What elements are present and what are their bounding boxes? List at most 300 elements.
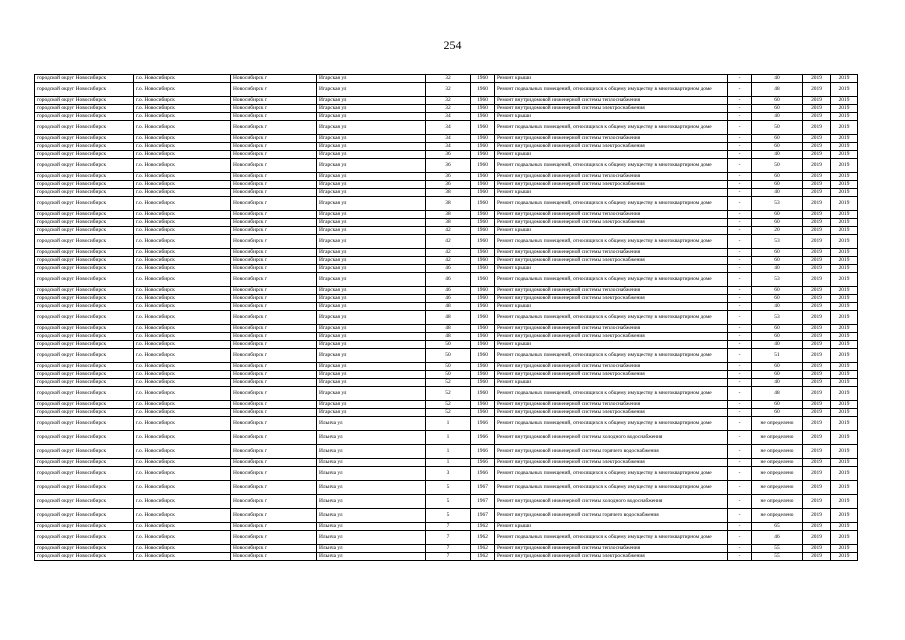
- year-built-cell: 1967: [471, 481, 495, 495]
- city-cell: Новосибирск г: [231, 303, 317, 311]
- year-built-cell: 1960: [471, 83, 495, 97]
- dash-cell: -: [728, 509, 752, 523]
- dash-cell: -: [728, 295, 752, 303]
- work-type-cell: Ремонт подвальных помещений, относящихся к общему имуществу в многоквартирном доме: [495, 159, 728, 173]
- municipality-cell: городской округ Новосибирск: [35, 105, 134, 113]
- city-cell: Новосибирск г: [231, 181, 317, 189]
- municipality-cell: городской округ Новосибирск: [35, 113, 134, 121]
- district-cell: г.о. Новосибирск: [134, 173, 231, 181]
- table-row: [35, 467, 858, 481]
- plan-year-cell: 2019: [803, 553, 831, 561]
- table-row: [35, 159, 858, 173]
- city-cell: Новосибирск г: [231, 401, 317, 409]
- city-cell: Новосибирск г: [231, 553, 317, 561]
- done-year-cell: 2019: [831, 159, 858, 173]
- done-year-cell: 2019: [831, 387, 858, 401]
- done-year-cell: 2019: [831, 401, 858, 409]
- dash-cell: -: [728, 211, 752, 219]
- wear-percent-cell: 40: [752, 151, 803, 159]
- work-type-cell: Ремонт внутридомовой инженерной системы электроснабжения: [495, 553, 728, 561]
- year-built-cell: 1960: [471, 333, 495, 341]
- dash-cell: -: [728, 553, 752, 561]
- done-year-cell: 2019: [831, 151, 858, 159]
- plan-year-cell: 2019: [803, 371, 831, 379]
- district-cell: г.о. Новосибирск: [134, 409, 231, 417]
- dash-cell: -: [728, 467, 752, 481]
- table-row: [35, 481, 858, 495]
- municipality-cell: городской округ Новосибирск: [35, 401, 134, 409]
- district-cell: г.о. Новосибирск: [134, 531, 231, 545]
- house-number-cell: 1: [426, 431, 471, 445]
- work-type-cell: Ремонт крыши: [495, 113, 728, 121]
- house-number-cell: 42: [426, 249, 471, 257]
- house-number-cell: 46: [426, 295, 471, 303]
- municipality-cell: городской округ Новосибирск: [35, 303, 134, 311]
- district-cell: г.о. Новосибирск: [134, 295, 231, 303]
- street-cell: Ильича ул: [317, 495, 426, 509]
- district-cell: г.о. Новосибирск: [134, 135, 231, 143]
- house-number-cell: 48: [426, 311, 471, 325]
- done-year-cell: 2019: [831, 459, 858, 467]
- wear-percent-cell: 53: [752, 311, 803, 325]
- table-row: [35, 341, 858, 349]
- district-cell: г.о. Новосибирск: [134, 303, 231, 311]
- district-cell: г.о. Новосибирск: [134, 83, 231, 97]
- done-year-cell: 2019: [831, 211, 858, 219]
- house-number-cell: 52: [426, 409, 471, 417]
- wear-percent-cell: 60: [752, 97, 803, 105]
- plan-year-cell: 2019: [803, 143, 831, 151]
- wear-percent-cell: не определено: [752, 481, 803, 495]
- done-year-cell: 2019: [831, 105, 858, 113]
- house-number-cell: 1: [426, 417, 471, 431]
- street-cell: Игарская ул: [317, 197, 426, 211]
- done-year-cell: 2019: [831, 409, 858, 417]
- table-row: [35, 311, 858, 325]
- table-row: [35, 459, 858, 467]
- done-year-cell: 2019: [831, 273, 858, 287]
- table-row: [35, 401, 858, 409]
- municipality-cell: городской округ Новосибирск: [35, 445, 134, 459]
- street-cell: Игарская ул: [317, 311, 426, 325]
- wear-percent-cell: 46: [752, 531, 803, 545]
- done-year-cell: 2019: [831, 295, 858, 303]
- wear-percent-cell: 55: [752, 553, 803, 561]
- dash-cell: -: [728, 227, 752, 235]
- done-year-cell: 2019: [831, 249, 858, 257]
- year-built-cell: 1960: [471, 227, 495, 235]
- table-row: [35, 349, 858, 363]
- year-built-cell: 1966: [471, 417, 495, 431]
- work-type-cell: Ремонт внутридомовой инженерной системы теплоснабжения: [495, 173, 728, 181]
- plan-year-cell: 2019: [803, 219, 831, 227]
- done-year-cell: 2019: [831, 417, 858, 431]
- city-cell: Новосибирск г: [231, 287, 317, 295]
- street-cell: Игарская ул: [317, 83, 426, 97]
- wear-percent-cell: 40: [752, 75, 803, 83]
- house-number-cell: 42: [426, 235, 471, 249]
- work-type-cell: Ремонт внутридомовой инженерной системы теплоснабжения: [495, 249, 728, 257]
- year-built-cell: 1960: [471, 181, 495, 189]
- district-cell: г.о. Новосибирск: [134, 181, 231, 189]
- municipality-cell: городской округ Новосибирск: [35, 181, 134, 189]
- table-row: [35, 333, 858, 341]
- table-row: [35, 257, 858, 265]
- street-cell: Игарская ул: [317, 97, 426, 105]
- done-year-cell: 2019: [831, 143, 858, 151]
- year-built-cell: 1960: [471, 151, 495, 159]
- city-cell: Новосибирск г: [231, 409, 317, 417]
- wear-percent-cell: 65: [752, 523, 803, 531]
- street-cell: Игарская ул: [317, 235, 426, 249]
- plan-year-cell: 2019: [803, 265, 831, 273]
- table-row: [35, 409, 858, 417]
- district-cell: г.о. Новосибирск: [134, 495, 231, 509]
- year-built-cell: 1960: [471, 401, 495, 409]
- municipality-cell: городской округ Новосибирск: [35, 459, 134, 467]
- table-row: [35, 249, 858, 257]
- street-cell: Игарская ул: [317, 211, 426, 219]
- plan-year-cell: 2019: [803, 409, 831, 417]
- work-type-cell: Ремонт внутридомовой инженерной системы холодного водоснабжения: [495, 431, 728, 445]
- district-cell: г.о. Новосибирск: [134, 219, 231, 227]
- district-cell: г.о. Новосибирск: [134, 235, 231, 249]
- municipality-cell: городской округ Новосибирск: [35, 287, 134, 295]
- wear-percent-cell: не определено: [752, 467, 803, 481]
- municipality-cell: городской округ Новосибирск: [35, 431, 134, 445]
- table-row: [35, 211, 858, 219]
- done-year-cell: 2019: [831, 545, 858, 553]
- plan-year-cell: 2019: [803, 235, 831, 249]
- district-cell: г.о. Новосибирск: [134, 97, 231, 105]
- plan-year-cell: 2019: [803, 105, 831, 113]
- table-row: [35, 531, 858, 545]
- plan-year-cell: 2019: [803, 121, 831, 135]
- plan-year-cell: 2019: [803, 287, 831, 295]
- house-number-cell: 50: [426, 371, 471, 379]
- table-row: [35, 303, 858, 311]
- city-cell: Новосибирск г: [231, 459, 317, 467]
- house-number-cell: 1: [426, 445, 471, 459]
- done-year-cell: 2019: [831, 553, 858, 561]
- done-year-cell: 2019: [831, 509, 858, 523]
- street-cell: Игарская ул: [317, 249, 426, 257]
- wear-percent-cell: 50: [752, 159, 803, 173]
- street-cell: Игарская ул: [317, 75, 426, 83]
- street-cell: Игарская ул: [317, 287, 426, 295]
- plan-year-cell: 2019: [803, 481, 831, 495]
- dash-cell: -: [728, 151, 752, 159]
- dash-cell: -: [728, 303, 752, 311]
- street-cell: Игарская ул: [317, 295, 426, 303]
- district-cell: г.о. Новосибирск: [134, 349, 231, 363]
- dash-cell: -: [728, 387, 752, 401]
- plan-year-cell: 2019: [803, 363, 831, 371]
- district-cell: г.о. Новосибирск: [134, 509, 231, 523]
- house-number-cell: 1: [426, 459, 471, 467]
- table-row: [35, 75, 858, 83]
- plan-year-cell: 2019: [803, 249, 831, 257]
- plan-year-cell: 2019: [803, 135, 831, 143]
- street-cell: Игарская ул: [317, 219, 426, 227]
- dash-cell: -: [728, 83, 752, 97]
- city-cell: Новосибирск г: [231, 219, 317, 227]
- table-row: [35, 121, 858, 135]
- done-year-cell: 2019: [831, 495, 858, 509]
- district-cell: г.о. Новосибирск: [134, 325, 231, 333]
- year-built-cell: 1960: [471, 257, 495, 265]
- street-cell: Ильича ул: [317, 481, 426, 495]
- municipality-cell: городской округ Новосибирск: [35, 531, 134, 545]
- work-type-cell: Ремонт внутридомовой инженерной системы электроснабжения: [495, 333, 728, 341]
- dash-cell: -: [728, 249, 752, 257]
- done-year-cell: 2019: [831, 83, 858, 97]
- dash-cell: -: [728, 257, 752, 265]
- street-cell: Ильича ул: [317, 545, 426, 553]
- year-built-cell: 1960: [471, 105, 495, 113]
- city-cell: Новосибирск г: [231, 249, 317, 257]
- plan-year-cell: 2019: [803, 197, 831, 211]
- plan-year-cell: 2019: [803, 523, 831, 531]
- work-type-cell: Ремонт подвальных помещений, относящихся к общему имуществу в многоквартирном доме: [495, 311, 728, 325]
- table-row: [35, 509, 858, 523]
- dash-cell: -: [728, 135, 752, 143]
- work-type-cell: Ремонт подвальных помещений, относящихся к общему имуществу в многоквартирном доме: [495, 273, 728, 287]
- municipality-cell: городской округ Новосибирск: [35, 311, 134, 325]
- year-built-cell: 1960: [471, 235, 495, 249]
- table-body: [35, 75, 858, 561]
- district-cell: г.о. Новосибирск: [134, 249, 231, 257]
- dash-cell: -: [728, 379, 752, 387]
- year-built-cell: 1966: [471, 445, 495, 459]
- house-number-cell: 42: [426, 257, 471, 265]
- district-cell: г.о. Новосибирск: [134, 151, 231, 159]
- wear-percent-cell: не определено: [752, 431, 803, 445]
- street-cell: Игарская ул: [317, 273, 426, 287]
- year-built-cell: 1966: [471, 467, 495, 481]
- dash-cell: -: [728, 173, 752, 181]
- dash-cell: -: [728, 401, 752, 409]
- house-number-cell: 36: [426, 151, 471, 159]
- table-row: [35, 445, 858, 459]
- wear-percent-cell: 60: [752, 173, 803, 181]
- year-built-cell: 1960: [471, 303, 495, 311]
- table-row: [35, 113, 858, 121]
- dash-cell: -: [728, 409, 752, 417]
- table-row: [35, 545, 858, 553]
- municipality-cell: городской округ Новосибирск: [35, 257, 134, 265]
- wear-percent-cell: 60: [752, 325, 803, 333]
- dash-cell: -: [728, 287, 752, 295]
- plan-year-cell: 2019: [803, 97, 831, 105]
- municipality-cell: городской округ Новосибирск: [35, 143, 134, 151]
- done-year-cell: 2019: [831, 445, 858, 459]
- done-year-cell: 2019: [831, 181, 858, 189]
- municipality-cell: городской округ Новосибирск: [35, 409, 134, 417]
- work-type-cell: Ремонт подвальных помещений, относящихся к общему имуществу в многоквартирном доме: [495, 83, 728, 97]
- street-cell: Игарская ул: [317, 105, 426, 113]
- wear-percent-cell: 60: [752, 371, 803, 379]
- table-row: [35, 265, 858, 273]
- dash-cell: -: [728, 273, 752, 287]
- house-number-cell: 34: [426, 113, 471, 121]
- dash-cell: -: [728, 121, 752, 135]
- work-type-cell: Ремонт внутридомовой инженерной системы электроснабжения: [495, 143, 728, 151]
- municipality-cell: городской округ Новосибирск: [35, 363, 134, 371]
- city-cell: Новосибирск г: [231, 75, 317, 83]
- dash-cell: -: [728, 105, 752, 113]
- table-row: [35, 325, 858, 333]
- municipality-cell: городской округ Новосибирск: [35, 135, 134, 143]
- municipality-cell: городской округ Новосибирск: [35, 509, 134, 523]
- dash-cell: -: [728, 113, 752, 121]
- dash-cell: -: [728, 371, 752, 379]
- year-built-cell: 1960: [471, 363, 495, 371]
- city-cell: Новосибирск г: [231, 295, 317, 303]
- municipality-cell: городской округ Новосибирск: [35, 249, 134, 257]
- work-type-cell: Ремонт внутридомовой инженерной системы горячего водоснабжения: [495, 509, 728, 523]
- year-built-cell: 1960: [471, 219, 495, 227]
- district-cell: г.о. Новосибирск: [134, 371, 231, 379]
- work-type-cell: Ремонт крыши: [495, 227, 728, 235]
- work-type-cell: Ремонт внутридомовой инженерной системы электроснабжения: [495, 459, 728, 467]
- work-type-cell: Ремонт внутридомовой инженерной системы теплоснабжения: [495, 97, 728, 105]
- city-cell: Новосибирск г: [231, 363, 317, 371]
- table-row: [35, 227, 858, 235]
- plan-year-cell: 2019: [803, 401, 831, 409]
- wear-percent-cell: 60: [752, 401, 803, 409]
- dash-cell: -: [728, 143, 752, 151]
- city-cell: Новосибирск г: [231, 227, 317, 235]
- year-built-cell: 1960: [471, 197, 495, 211]
- street-cell: Игарская ул: [317, 387, 426, 401]
- work-type-cell: Ремонт внутридомовой инженерной системы электроснабжения: [495, 371, 728, 379]
- work-type-cell: Ремонт внутридомовой инженерной системы теплоснабжения: [495, 325, 728, 333]
- municipality-cell: городской округ Новосибирск: [35, 467, 134, 481]
- municipality-cell: городской округ Новосибирск: [35, 387, 134, 401]
- year-built-cell: 1960: [471, 173, 495, 181]
- year-built-cell: 1962: [471, 523, 495, 531]
- dash-cell: -: [728, 265, 752, 273]
- city-cell: Новосибирск г: [231, 467, 317, 481]
- street-cell: Игарская ул: [317, 303, 426, 311]
- house-number-cell: 7: [426, 523, 471, 531]
- house-number-cell: 36: [426, 159, 471, 173]
- dash-cell: -: [728, 235, 752, 249]
- done-year-cell: 2019: [831, 265, 858, 273]
- wear-percent-cell: 60: [752, 135, 803, 143]
- city-cell: Новосибирск г: [231, 495, 317, 509]
- dash-cell: -: [728, 311, 752, 325]
- district-cell: г.о. Новосибирск: [134, 481, 231, 495]
- street-cell: Игарская ул: [317, 121, 426, 135]
- street-cell: Ильича ул: [317, 417, 426, 431]
- district-cell: г.о. Новосибирск: [134, 401, 231, 409]
- house-number-cell: 50: [426, 341, 471, 349]
- wear-percent-cell: 60: [752, 409, 803, 417]
- table-row: [35, 97, 858, 105]
- table-row: [35, 151, 858, 159]
- year-built-cell: 1960: [471, 371, 495, 379]
- plan-year-cell: 2019: [803, 531, 831, 545]
- wear-percent-cell: 48: [752, 83, 803, 97]
- table-row: [35, 173, 858, 181]
- year-built-cell: 1960: [471, 387, 495, 401]
- plan-year-cell: 2019: [803, 495, 831, 509]
- street-cell: Игарская ул: [317, 173, 426, 181]
- city-cell: Новосибирск г: [231, 545, 317, 553]
- done-year-cell: 2019: [831, 481, 858, 495]
- street-cell: Игарская ул: [317, 325, 426, 333]
- city-cell: Новосибирск г: [231, 325, 317, 333]
- dash-cell: -: [728, 531, 752, 545]
- year-built-cell: 1960: [471, 189, 495, 197]
- year-built-cell: 1960: [471, 295, 495, 303]
- page-number: 254: [443, 38, 462, 52]
- municipality-cell: городской округ Новосибирск: [35, 121, 134, 135]
- wear-percent-cell: 60: [752, 363, 803, 371]
- done-year-cell: 2019: [831, 219, 858, 227]
- street-cell: Игарская ул: [317, 227, 426, 235]
- work-type-cell: Ремонт внутридомовой инженерной системы электроснабжения: [495, 105, 728, 113]
- city-cell: Новосибирск г: [231, 481, 317, 495]
- municipality-cell: городской округ Новосибирск: [35, 417, 134, 431]
- done-year-cell: 2019: [831, 333, 858, 341]
- city-cell: Новосибирск г: [231, 431, 317, 445]
- district-cell: г.о. Новосибирск: [134, 227, 231, 235]
- municipality-cell: городской округ Новосибирск: [35, 349, 134, 363]
- city-cell: Новосибирск г: [231, 235, 317, 249]
- street-cell: Игарская ул: [317, 379, 426, 387]
- work-type-cell: Ремонт крыши: [495, 523, 728, 531]
- city-cell: Новосибирск г: [231, 121, 317, 135]
- plan-year-cell: 2019: [803, 445, 831, 459]
- done-year-cell: 2019: [831, 121, 858, 135]
- plan-year-cell: 2019: [803, 545, 831, 553]
- dash-cell: -: [728, 445, 752, 459]
- municipality-cell: городской округ Новосибирск: [35, 371, 134, 379]
- dash-cell: -: [728, 97, 752, 105]
- work-type-cell: Ремонт внутридомовой инженерной системы теплоснабжения: [495, 363, 728, 371]
- wear-percent-cell: 60: [752, 219, 803, 227]
- district-cell: г.о. Новосибирск: [134, 459, 231, 467]
- city-cell: Новосибирск г: [231, 265, 317, 273]
- city-cell: Новосибирск г: [231, 445, 317, 459]
- district-cell: г.о. Новосибирск: [134, 341, 231, 349]
- street-cell: Ильича ул: [317, 553, 426, 561]
- year-built-cell: 1960: [471, 249, 495, 257]
- work-type-cell: Ремонт подвальных помещений, относящихся к общему имуществу в многоквартирном доме: [495, 235, 728, 249]
- dash-cell: -: [728, 349, 752, 363]
- table-row: [35, 235, 858, 249]
- city-cell: Новосибирск г: [231, 151, 317, 159]
- work-type-cell: Ремонт подвальных помещений, относящихся к общему имуществу в многоквартирном доме: [495, 387, 728, 401]
- table-row: [35, 143, 858, 151]
- year-built-cell: 1960: [471, 135, 495, 143]
- house-number-cell: 38: [426, 197, 471, 211]
- municipality-cell: городской округ Новосибирск: [35, 545, 134, 553]
- year-built-cell: 1960: [471, 159, 495, 173]
- year-built-cell: 1960: [471, 409, 495, 417]
- street-cell: Ильича ул: [317, 445, 426, 459]
- plan-year-cell: 2019: [803, 379, 831, 387]
- work-type-cell: Ремонт внутридомовой инженерной системы горячего водоснабжения: [495, 445, 728, 459]
- table-row: [35, 135, 858, 143]
- wear-percent-cell: 60: [752, 105, 803, 113]
- wear-percent-cell: 55: [752, 545, 803, 553]
- table-row: [35, 417, 858, 431]
- house-number-cell: 34: [426, 143, 471, 151]
